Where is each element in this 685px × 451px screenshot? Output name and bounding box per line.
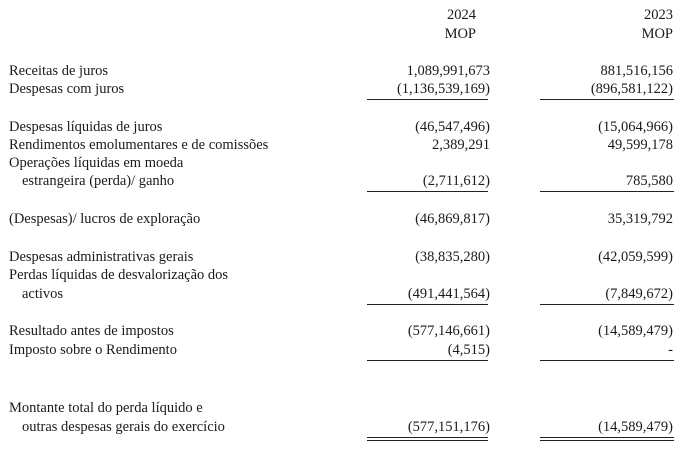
row-label: (Despesas)/ lucros de exploração: [9, 211, 201, 227]
row-label: Rendimentos emolumentares e de comissões: [9, 137, 269, 153]
row-operacoes-moeda-line1: [0, 154, 685, 172]
row-despesas-juros: [0, 80, 685, 98]
value-2024: (577,146,661): [407, 323, 490, 339]
subtotal-rule-2024: [367, 99, 488, 100]
row-rendimentos-emolumentares: [0, 136, 685, 154]
value-2023: (7,849,672): [605, 286, 673, 302]
row-imposto-rendimento: [0, 341, 685, 359]
row-label-continued: activos: [22, 286, 64, 302]
value-2024: 1,089,991,673: [406, 63, 490, 79]
row-label: Operações líquidas em moeda: [9, 155, 184, 171]
total-double-rule-2024-top: [367, 437, 488, 438]
column-unit-2024: MOP: [444, 26, 476, 42]
column-unit-2023: MOP: [641, 26, 673, 42]
row-label-continued: outras despesas gerais do exercício: [22, 419, 225, 435]
row-montante-total-line1: [0, 399, 685, 417]
value-2024: (46,869,817): [415, 211, 490, 227]
value-2023: 881,516,156: [600, 63, 673, 79]
row-label: Resultado antes de impostos: [9, 323, 174, 339]
row-operacoes-moeda: [0, 172, 685, 190]
subtotal-rule-2023: [540, 360, 674, 361]
value-2024: 2,389,291: [432, 137, 490, 153]
value-2023: -: [668, 342, 673, 358]
column-header-2024: [366, 6, 476, 44]
subtotal-rule-2024: [367, 304, 488, 305]
row-label: Despesas com juros: [9, 81, 125, 97]
column-header-2023: [563, 6, 673, 44]
row-perdas-desvalorizacao-line1: [0, 266, 685, 284]
row-label: Montante total do perda líquido e: [9, 400, 203, 416]
row-montante-total: [0, 418, 685, 436]
column-year-2024: 2024: [447, 7, 476, 23]
subtotal-rule-2024: [367, 360, 488, 361]
subtotal-rule-2024: [367, 191, 488, 192]
value-2023: 35,319,792: [607, 211, 673, 227]
value-2024: (4,515): [447, 342, 490, 358]
subtotal-rule-2023: [540, 191, 674, 192]
value-2023: (896,581,122): [590, 81, 673, 97]
subtotal-rule-2023: [540, 99, 674, 100]
value-2024: (1,136,539,169): [396, 81, 490, 97]
value-2023: (14,589,479): [598, 419, 673, 435]
row-label: Imposto sobre o Rendimento: [9, 342, 177, 358]
row-despesas-administrativas: [0, 248, 685, 266]
total-double-rule-2023-bottom: [540, 440, 674, 441]
value-2024: (46,547,496): [415, 119, 490, 135]
row-label: Perdas líquidas de desvalorização dos: [9, 267, 229, 283]
value-2023: (42,059,599): [598, 249, 673, 265]
row-lucros-exploracao: [0, 210, 685, 228]
total-double-rule-2024-bottom: [367, 440, 488, 441]
value-2024: (577,151,176): [407, 419, 490, 435]
row-label: Despesas administrativas gerais: [9, 249, 194, 265]
row-label-continued: estrangeira (perda)/ ganho: [22, 173, 175, 189]
value-2023: (15,064,966): [598, 119, 673, 135]
row-despesas-liquidas-juros: [0, 118, 685, 136]
column-year-2023: 2023: [644, 7, 673, 23]
row-perdas-desvalorizacao: [0, 285, 685, 303]
value-2023: 49,599,178: [607, 137, 673, 153]
value-2023: 785,580: [625, 173, 673, 189]
total-double-rule-2023-top: [540, 437, 674, 438]
row-label: Despesas líquidas de juros: [9, 119, 163, 135]
row-label: Receitas de juros: [9, 63, 109, 79]
value-2024: (2,711,612): [422, 173, 490, 189]
value-2024: (491,441,564): [407, 286, 490, 302]
value-2023: (14,589,479): [598, 323, 673, 339]
value-2024: (38,835,280): [415, 249, 490, 265]
row-resultado-antes-impostos: [0, 322, 685, 340]
row-receitas-juros: [0, 62, 685, 80]
subtotal-rule-2023: [540, 304, 674, 305]
